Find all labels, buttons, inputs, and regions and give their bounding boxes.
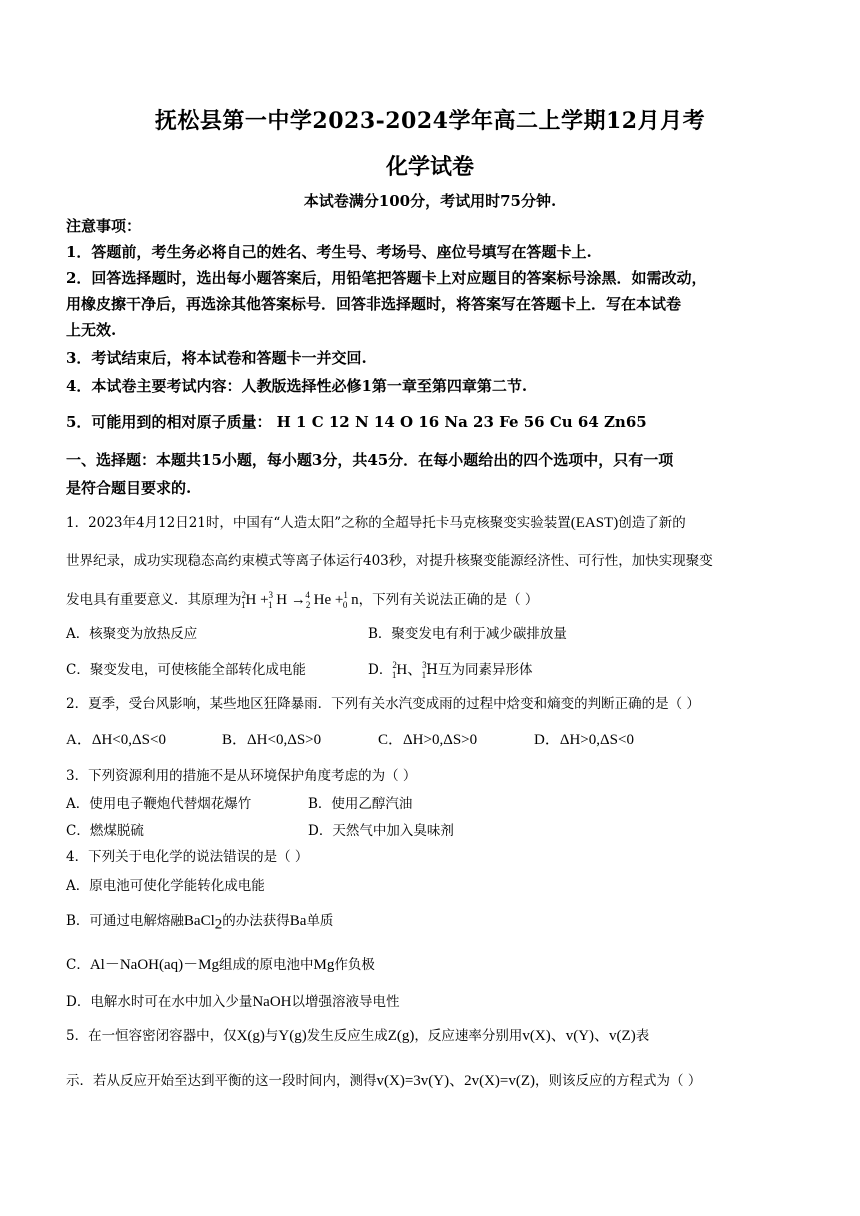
option-label: D． (368, 662, 393, 678)
formula: Y(g) (278, 1028, 307, 1044)
note-2b: 用橡皮擦干净后，再选涂其他答案标号．回答非选择题时，将答案写在答题卡上．写在本试卷 (66, 295, 682, 313)
option-text: H互为同素异形体 (426, 662, 533, 678)
q3-option-c: C．燃煤脱硫 (66, 823, 144, 839)
note-3: 3．考试结束后，将本试卷和答题卡一并交回. (66, 349, 367, 367)
note-2c: 上无效. (66, 321, 117, 339)
q2-stem: 2．夏季，受台风影响，某些地区狂降暴雨．下列有关水汽变成雨的过程中焓变和熵变的判断正确的是（ ） (66, 696, 700, 712)
option-text: 单质 (306, 913, 334, 929)
q3-option-a: A．使用电子鞭炮代替烟花爆竹 (66, 796, 252, 812)
q5-text: 表 (635, 1028, 650, 1044)
q5-text: 与 (264, 1028, 279, 1044)
q2-option-d: D．ΔH>0,ΔS<0 (534, 732, 634, 748)
option-text: 作负极 (334, 957, 375, 973)
q2-option-a: A．ΔH<0,ΔS<0 (66, 732, 166, 748)
q5-line-1 (66, 1025, 796, 1047)
q4-option-a: A．原电池可使化学能转化成电能 (66, 878, 265, 894)
q2-option-b: B．ΔH<0,ΔS>0 (222, 732, 322, 748)
formula: Ba (289, 913, 307, 929)
q1-text: ，下列有关说法正确的是（ ） (358, 592, 539, 608)
notes-heading: 注意事项： (66, 217, 142, 235)
formula: v(X)=3v(Y)、2v(X)=v(Z) (376, 1073, 536, 1089)
q1-option-d (368, 658, 532, 680)
q1-text: 1．2023年4月12日21时，中国有“人造太阳”之称的全超导托卡马克核聚变实验装置 (66, 515, 571, 531)
q4-option-b: B．可通过电解熔融BaCl$_2$的办法获得Ba单质 (66, 913, 334, 933)
exam-title: 抚松县第一中学2023-2024学年高二上学期12月月考 (154, 108, 706, 134)
section-heading-b: 是符合题目要求的. (66, 479, 192, 497)
q5-text: 5．在一恒容密闭容器中，仅 (66, 1028, 237, 1044)
formula: Mg (313, 957, 335, 973)
q4-option-d (66, 990, 399, 1011)
q4-stem: 4．下列关于电化学的说法错误的是（ ） (66, 849, 309, 865)
q1-line-1 (66, 512, 796, 534)
option-text: C． (66, 957, 90, 973)
note-5: 5．可能用到的相对原子质量： H 1 C 12 N 14 O 16 Na 23 Fe 56 Cu 64 Zn65 (66, 413, 647, 431)
q1-option-b: B．聚变发电有利于减少碳排放量 (368, 626, 567, 642)
q1-east: (EAST) (570, 515, 619, 531)
isotope-notation: $^2_1$H、$^3_1$ (391, 660, 427, 680)
q4-option-c (66, 953, 375, 974)
note-4: 4．本试卷主要考试内容：人教版选择性必修1第一章至第四章第二节. (66, 377, 528, 395)
exam-info: 本试卷满分100分，考试用时75分钟. (303, 192, 557, 210)
note-1: 1．答题前，考生务必将自己的姓名、考生号、考场号、座位号填写在答题卡上. (66, 243, 592, 261)
q3-option-b: B．使用乙醇汽油 (308, 796, 413, 812)
q1-option-c: C．聚变发电，可使核能全部转化成电能 (66, 662, 306, 678)
q1-line-3 (66, 584, 796, 616)
exam-subtitle: 化学试卷 (385, 154, 474, 180)
formula: Al－NaOH(aq)－Mg (89, 957, 219, 973)
q5-text: 发生反应生成 (306, 1028, 388, 1044)
option-text: 组成的原电池中 (219, 957, 314, 973)
q5-line-2 (66, 1070, 796, 1092)
q5-text: ，则该反应的方程式为（ ） (535, 1073, 702, 1089)
formula: v(X)、v(Y)、v(Z) (522, 1028, 636, 1044)
option-text: B．可通过电解熔融 (66, 913, 184, 929)
q3-stem: 3．下列资源利用的措施不是从环境保护角度考虑的为（ ） (66, 768, 417, 784)
formula: BaCl (183, 913, 215, 929)
option-text: D．电解水时可在水中加入少量 (66, 994, 253, 1010)
q5-text: ，反应速率分别用 (414, 1028, 523, 1044)
nuclear-equation: $^2_1$H +$^3_1$ $H \to_2^4$ He +$^1_0$ n (241, 590, 359, 610)
q2-option-c: C．ΔH>0,ΔS>0 (378, 732, 478, 748)
q1-line-2: 世界纪录，成功实现稳态高约束模式等离子体运行403秒，对提升核聚变能源经济性、可行性，加快实现聚变 (66, 553, 713, 569)
q3-option-d: D．天然气中加入臭味剂 (308, 823, 454, 839)
q1-text: 发电具有重要意义．其原理为 (66, 592, 242, 608)
formula: NaOH (252, 994, 292, 1010)
option-text: 的办法获得 (222, 913, 290, 929)
option-text: 以增强溶液导电性 (291, 994, 400, 1010)
section-heading-a: 一、选择题：本题共15小题，每小题3分，共45分．在每小题给出的四个选项中，只有一项 (66, 451, 674, 469)
q1-option-a: A．核聚变为放热反应 (66, 626, 198, 642)
q1-text: 创造了新的 (618, 515, 686, 531)
note-2a: 2．回答选择题时，选出每小题答案后，用铅笔把答题卡上对应题目的答案标号涂黑．如需改动， (66, 269, 707, 287)
formula: X(g) (236, 1028, 265, 1044)
formula: Z(g) (387, 1028, 415, 1044)
q5-text: 示．若从反应开始至达到平衡的这一段时间内，测得 (66, 1073, 377, 1089)
